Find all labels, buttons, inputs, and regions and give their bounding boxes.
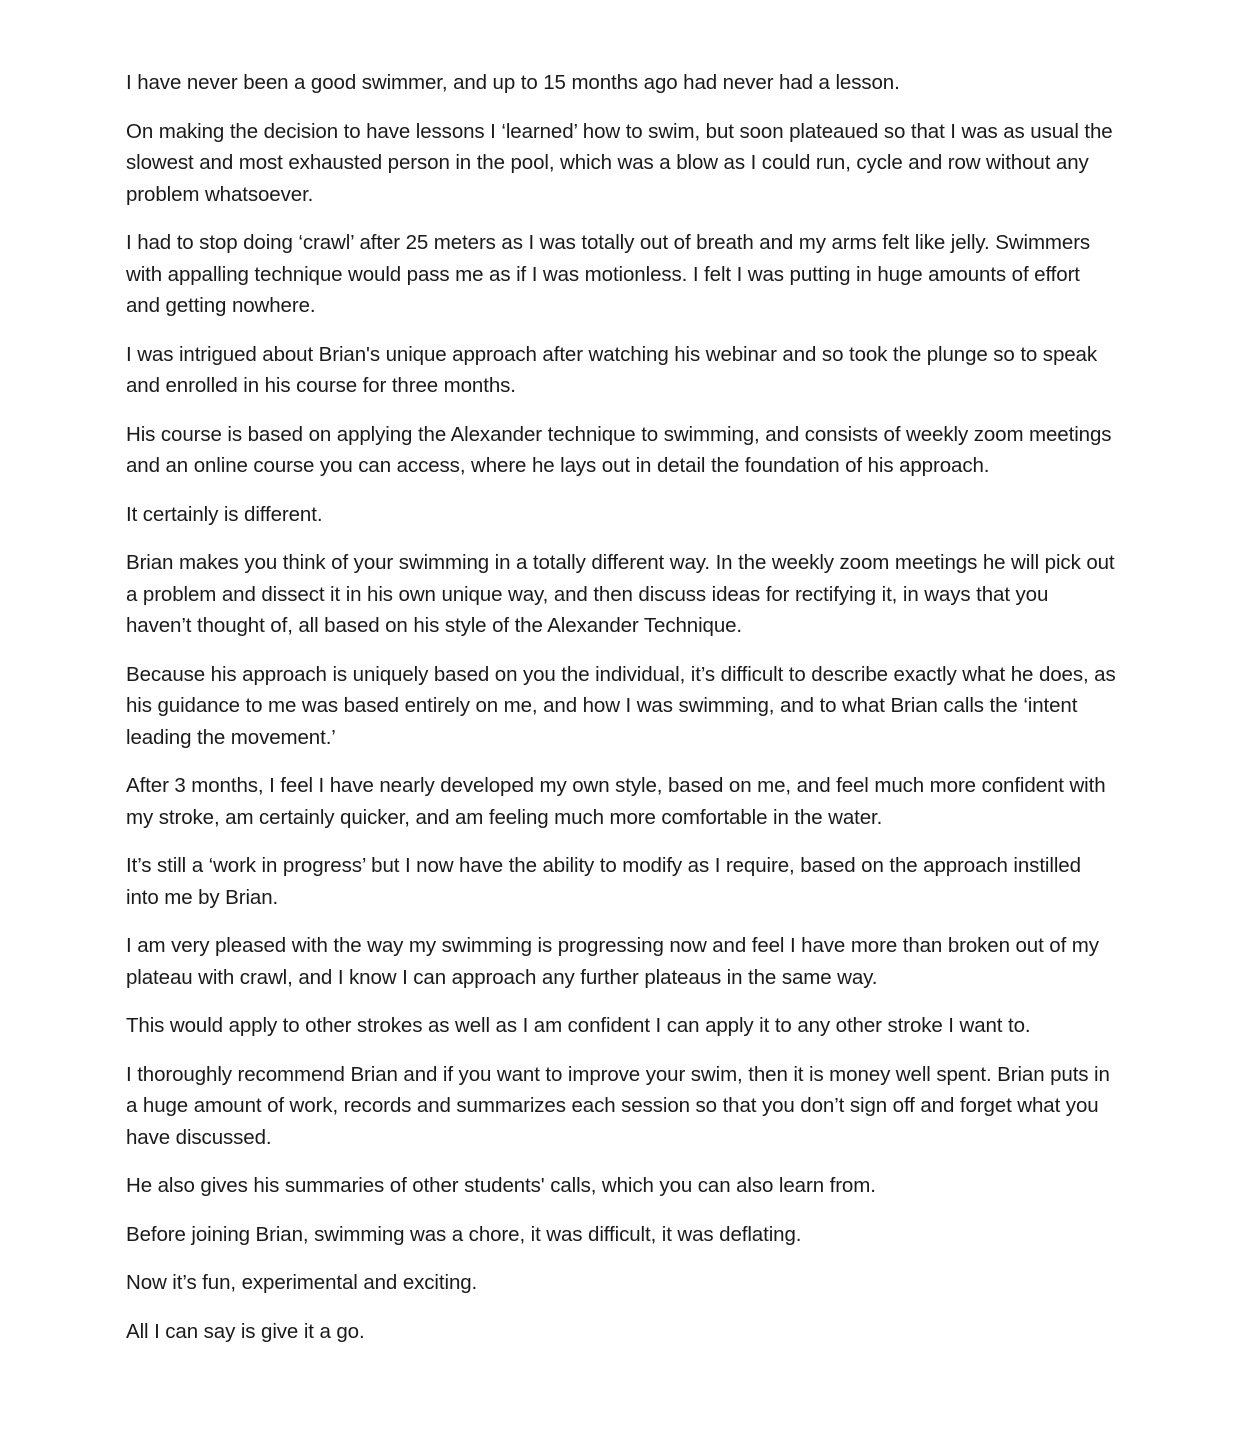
paragraph-1: I have never been a good swimmer, and up to 15 months ago had never had a lesson. [126,71,900,94]
paragraph-8: Because his approach is uniquely based on you the individual, it’s difficult to describe exactly what he does, as his guidance to me was based entirely on me, and how I was swimming, and to what Brian calls the ‘intent leading the movement.’ [126,662,1116,749]
paragraph-4: I was intrigued about Brian's unique approach after watching his webinar and so took the plunge so to speak and enrolled in his course for three months. [126,342,1098,397]
paragraph-17: All I can say is give it a go. [126,1319,365,1343]
paragraph-15: Before joining Brian, swimming was a chore, it was difficult, it was deflating. [126,1222,802,1246]
paragraph-5: His course is based on applying the Alexander technique to swimming, and consists of weekly zoom meetings and an online course you can access, where he lays out in detail the foundation of his approach. [126,422,1112,477]
paragraph-10: It’s still a ‘work in progress’ but I now have the ability to modify as I require, based on the approach instilled into me by Brian. [126,854,1081,909]
paragraph-6: It certainly is different. [126,502,323,526]
paragraph-14: He also gives his summaries of other students' calls, which you can also learn from. [126,1174,876,1197]
paragraph-11: I am very pleased with the way my swimming is progressing now and feel I have more than broken out of my plateau with crawl, and I know I can approach any further plateaus in the same way. [126,934,1099,989]
paragraph-12: This would apply to other strokes as well as I am confident I can apply it to any other stroke I want to. [126,1014,1031,1037]
paragraph-9: After 3 months, I feel I have nearly developed my own style, based on me, and feel much more confident with my stroke, am certainly quicker, and am feeling much more comfortable in the water. [126,774,1106,829]
paragraph-7: Brian makes you think of your swimming in a totally different way. In the weekly zoom meetings he will pick out a problem and dissect it in his own unique way, and then discuss ideas for rectifying it, in ways that you haven’t thought of, all based on his style of the Alexander Technique. [126,551,1115,637]
paragraph-16: Now it’s fun, experimental and exciting. [126,1271,478,1294]
paragraph-13: I thoroughly recommend Brian and if you want to improve your swim, then it is money well spent. Brian puts in a huge amount of work, records and summarizes each session so that you don’t sign off and forget what you have discussed. [126,1062,1110,1149]
paragraph-2: On making the decision to have lessons I ‘learned’ how to swim, but soon plateaued so that I was as usual the slowest and most exhausted person in the pool, which was a blow as I could run, cycle and row without any problem whatsoever. [126,119,1113,206]
paragraph-3: I had to stop doing ‘crawl’ after 25 meters as I was totally out of breath and my arms felt like jelly. Swimmers with appalling technique would pass me as if I was motionless. I felt I was putting in huge amounts of effort and getting nowhere. [126,231,1091,317]
document-body [126,67,1116,1364]
